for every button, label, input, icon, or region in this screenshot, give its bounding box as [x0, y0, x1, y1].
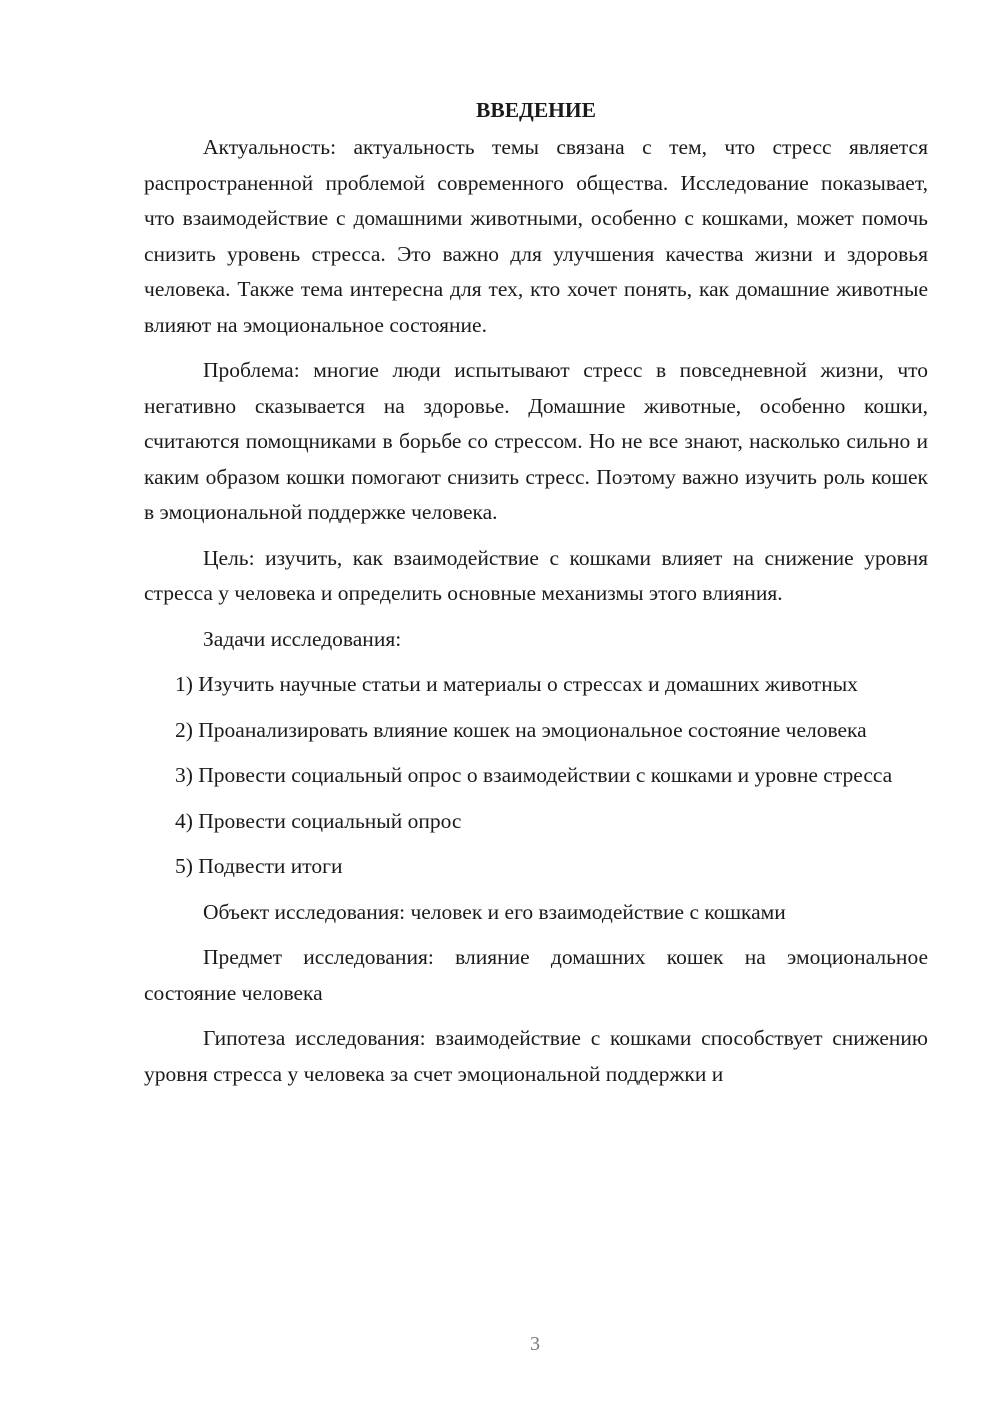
paragraph-subject: Предмет исследования: влияние домашних кошек на эмоциональное состояние человека [144, 945, 928, 1005]
paragraph-goal: Цель: изучить, как взаимодействие с кошками влияет на снижение уровня стресса у человека и определить основные механизмы этого влияния. [144, 545, 928, 605]
tasks-title: Задачи исследования: [203, 626, 402, 651]
task-item-3: 3) Провести социальный опрос о взаимодействии с кошками и уровне стресса [175, 763, 893, 787]
section-heading: ВВЕДЕНИЕ [476, 98, 596, 122]
task-item-1: 1) Изучить научные статьи и материалы о стрессах и домашних животных [175, 672, 858, 696]
document-page [144, 92, 928, 1102]
paragraph-problem: Проблема: многие люди испытывают стресс в повседневной жизни, что негативно сказывается на здоровье. Домашние животные, особенно кошки, считаются помощниками в борьбе со стрессом. Но не все знают, насколько сильно и каким образом кошки помогают снизить стресс. Поэтому важно изучить роль кошек в эмоциональной поддержке человека. [144, 358, 928, 524]
task-item-2: 2) Проанализировать влияние кошек на эмоциональное состояние человека [175, 717, 867, 742]
paragraph-hypothesis: Гипотеза исследования: взаимодействие с кошками способствует снижению уровня стресса у человека за счет эмоциональной поддержки и [144, 1026, 928, 1086]
paragraph-object: Объект исследования: человек и его взаимодействие с кошками [203, 899, 786, 924]
paragraph-relevance: Актуальность: актуальность темы связана с тем, что стресс является распространенной проблемой современного общества. Исследование показывает, что взаимодействие с домашними животными, особенно с кошками, может помочь снизить уровень стресса. Это важно для улучшения качества жизни и здоровья человека. Также тема интересна для тех, кто хочет понять, как домашние животные влияют на эмоциональное состояние. [144, 135, 928, 337]
page-number: 3 [530, 1333, 540, 1355]
task-item-5: 5) Подвести итоги [175, 854, 343, 878]
task-item-4: 4) Провести социальный опрос [175, 808, 462, 833]
